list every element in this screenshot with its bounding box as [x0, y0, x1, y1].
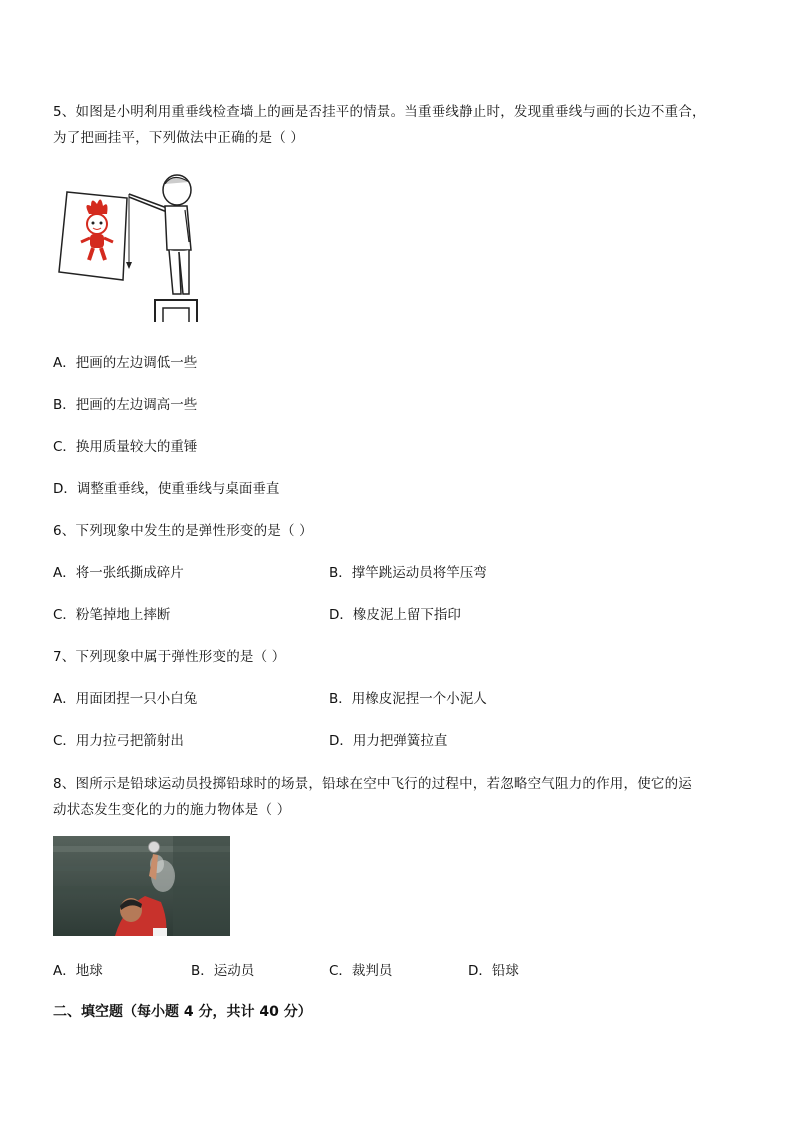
- q8-option-d[interactable]: D．铅球: [468, 963, 519, 979]
- q5-option-c[interactable]: C．换用质量较大的重锤: [53, 439, 198, 455]
- plumb-line-figure: [55, 172, 205, 324]
- q6-option-a[interactable]: A．将一张纸撕成碎片: [53, 565, 184, 581]
- shot-put-ball-icon: [149, 842, 160, 853]
- q5-stem-line2: 为了把画挂平，下列做法中正确的是（ ）: [53, 130, 305, 146]
- q8-option-c[interactable]: C．裁判员: [329, 963, 393, 979]
- q7-option-c[interactable]: C．用力拉弓把箭射出: [53, 733, 184, 749]
- q8-option-b[interactable]: B．运动员: [191, 963, 255, 979]
- section-heading: 二、填空题（每小题 4 分，共计 40 分）: [53, 1004, 312, 1020]
- q5-option-d[interactable]: D．调整重垂线，使重垂线与桌面垂直: [53, 481, 280, 497]
- q7-option-b[interactable]: B．用橡皮泥捏一个小泥人: [329, 691, 487, 707]
- q6-stem: 6、下列现象中发生的是弹性形变的是（ ）: [53, 523, 313, 539]
- q7-option-a[interactable]: A．用面团捏一只小白兔: [53, 691, 198, 707]
- q7-option-d[interactable]: D．用力把弹簧拉直: [329, 733, 448, 749]
- q5-stem-line1: 5、如图是小明利用重垂线检查墙上的画是否挂平的情景。当重垂线静止时，发现重垂线与画的长边不重合，: [53, 104, 706, 120]
- q8-option-a[interactable]: A．地球: [53, 963, 103, 979]
- q5-option-b[interactable]: B．把画的左边调高一些: [53, 397, 198, 413]
- q7-stem: 7、下列现象中属于弹性形变的是（ ）: [53, 649, 286, 665]
- q6-option-b[interactable]: B．撑竿跳运动员将竿压弯: [329, 565, 487, 581]
- q6-option-c[interactable]: C．粉笔掉地上摔断: [53, 607, 171, 623]
- q6-option-d[interactable]: D．橡皮泥上留下指印: [329, 607, 461, 623]
- q8-stem-line1: 8、图所示是铅球运动员投掷铅球时的场景，铅球在空中飞行的过程中，若忽略空气阻力的作用，使它的运: [53, 776, 692, 792]
- q8-stem-line2: 动状态发生变化的力的施力物体是（ ）: [53, 802, 291, 818]
- shot-put-photo: [53, 836, 230, 936]
- q5-option-a[interactable]: A．把画的左边调低一些: [53, 355, 198, 371]
